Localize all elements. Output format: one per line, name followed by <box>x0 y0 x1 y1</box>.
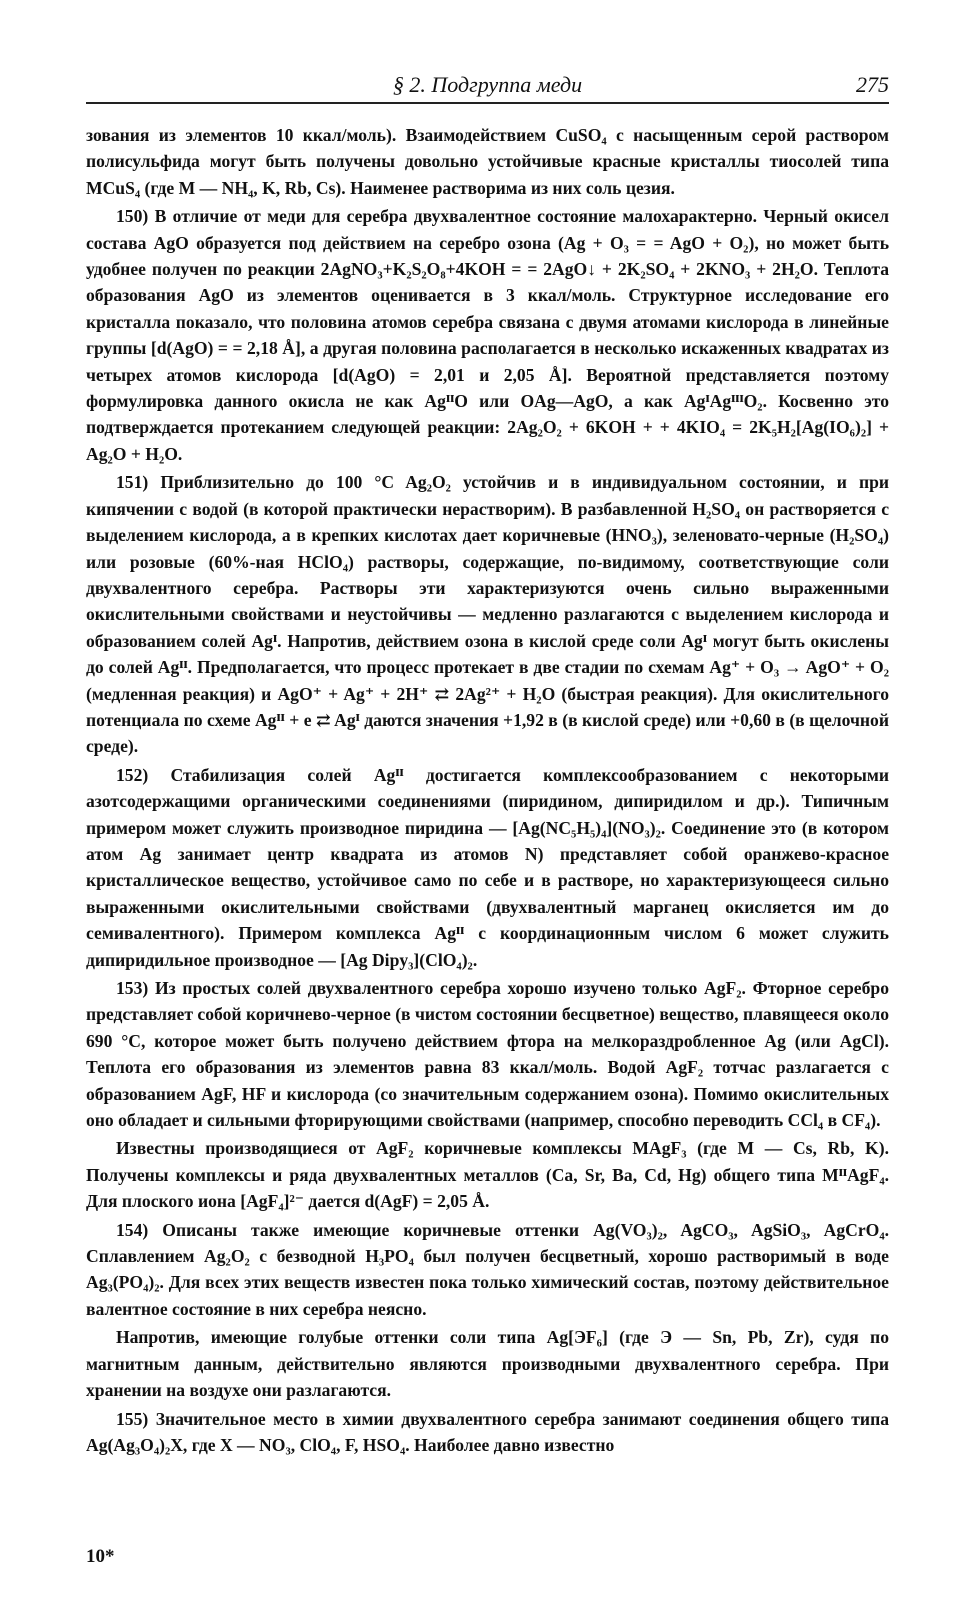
paragraph-155: 155) Значительное место в химии двухвалентного серебра занимают соединения общего типа Ag(Ag₃O₄)₂X, где X — NO₃, ClO₄, F, HSO₄. Наиболее давно известно <box>86 1408 889 1455</box>
paragraph-153: 153) Из простых солей двухвалентного серебра хорошо изучено только AgF₂. Фторное серебро представляет собой коричнево-черное (в чистом состоянии бесцветное) вещество, плавящееся около 690 °C, которое может быть получено действием фтора на мелкораздробленное Ag (или AgCl). Теплота его образования из элементов равна 83 ккал/моль. Водой AgF₂ тотчас разлагается с образованием AgF, HF и кислорода (со значительным содержанием озона). Помимо окислительных оно обладает и сильными фторирующими свойствами (например, способно переводить CCl₄ в CF₄). <box>86 978 889 1131</box>
paragraph-154: 154) Описаны также имеющие коричневые оттенки Ag(VO₃)₂, AgCO₃, AgSiO₃, AgCrO₄. Сплавлением Ag₂O₂ с безводной H₃PO₄ был получен бесцветный, хорошо растворимый в воде Ag₃(PO₄)₂. Для всех этих веществ известен пока только химический состав, поэтому действительное валентное состояние в них серебра неясно. <box>86 1219 889 1319</box>
paragraph-154-blue-salts: Напротив, имеющие голубые оттенки соли типа Ag[ЭF₆] (где Э — Sn, Pb, Zr), судя по магнитным данным, действительно являются производными двухвалентного серебра. При хранении на воздухе они разлагаются. <box>86 1327 889 1401</box>
running-header <box>86 66 889 104</box>
section-title: § 2. Подгруппа меди <box>392 72 583 97</box>
page-number: 275 <box>856 72 889 97</box>
paragraph-152: 152) Стабилизация солей Agᴵᴵ достигается комплексообразованием с некоторыми азотсодержащими органическими соединениями (пиридином, дипиридилом и др.). Типичным примером может служить производное пиридина — [Ag(NC₅H₅)₄](NO₃)₂. Соединение это (в котором атом Ag занимает центр квадрата из атомов N) представляет собой оранжево-красное кристаллическое вещество, устойчивое само по себе и в растворе, но характеризующееся сильно выраженными окислительными свойствами (двухвалентный марганец окисляется им до семивалентного). Примером комплекса Agᴵᴵ с координационным числом 6 может служить дипиридильное производное — [Ag Dipy₃](ClO₄)₂. <box>86 764 889 970</box>
signature-mark: 10* <box>86 1546 115 1567</box>
body-text <box>86 122 889 1460</box>
paragraph-151: 151) Приблизительно до 100 °C Ag₂O₂ устойчив и в индивидуальном состоянии, и при кипячении с водой (в которой практически нерастворим). В разбавленной H₂SO₄ он растворяется с выделением кислорода, а в крепких кислотах дает коричневые (HNO₃), зеленовато-черные (H₂SO₄) или розовые (60%-ная HClO₄) растворы, содержащие, по-видимому, соответствующие соли двухвалентного серебра. Растворы эти характеризуются очень сильно выраженными окислительными свойствами и неустойчивы — медленно разлагаются с выделением кислорода и образованием солей Agᴵ. Напротив, действием озона в кислой среде соли Agᴵ могут быть окислены до солей Agᴵᴵ. Предполагается, что процесс протекает в две стадии по схемам Ag⁺ + O₃ → AgO⁺ + O₂ (медленная реакция) и AgO⁺ + Ag⁺ + 2H⁺ ⇄ 2Ag²⁺ + H₂O (быстрая реакция). Для окислительного потенциала по схеме Agᴵᴵ + e ⇄ Agᴵ даются значения +1,92 в (в кислой среде) или +0,60 в (в щелочной среде). <box>86 472 889 757</box>
paragraph-153-complexes: Известны производящиеся от AgF₂ коричневые комплексы MAgF₃ (где M — Cs, Rb, K). Получены комплексы и ряда двухвалентных металлов (Ca, Sr, Ba, Cd, Hg) общего типа MᴵᴵAgF₄. Для плоского иона [AgF₄]²⁻ дается d(AgF) = 2,05 Å. <box>86 1138 889 1212</box>
paragraph-continuation: зования из элементов 10 ккал/моль). Взаимодействием CuSO₄ с насыщенным серой раствором полисульфида могут быть получены довольно устойчивые красные кристаллы тиосолей типа MCuS₄ (где M — NH₄, K, Rb, Cs). Наименее растворима из них соль цезия. <box>86 125 889 198</box>
paragraph-150: 150) В отличие от меди для серебра двухвалентное состояние малохарактерно. Черный окисел состава AgO образуется под действием на серебро озона (Ag + O₃ = = AgO + O₂), но может быть удобнее получен по реакции 2AgNO₃+K₂S₂O₈+4KOH = = 2AgO↓ + 2K₂SO₄ + 2KNO₃ + 2H₂O. Теплота образования AgO из элементов оценивается в 3 ккал/моль. Структурное исследование его кристалла показало, что половина атомов серебра связана с двумя атомами кислорода в линейные группы [d(AgO) = = 2,18 Å], а другая половина располагается в несколько искаженных квадратах из четырех атомов кислорода [d(AgO) = 2,01 и 2,05 Å]. Вероятной представляется поэтому формулировка данного окисла не как AgᴵᴵO или OAg—AgO, а как AgᴵAgᴵᴵᴵO₂. Косвенно это подтверждается протеканием следующей реакции: 2Ag₂O₂ + 6KOH + + 4KIO₄ = 2K₅H₂[Ag(IO₆)₂] + Ag₂O + H₂O. <box>86 206 889 464</box>
